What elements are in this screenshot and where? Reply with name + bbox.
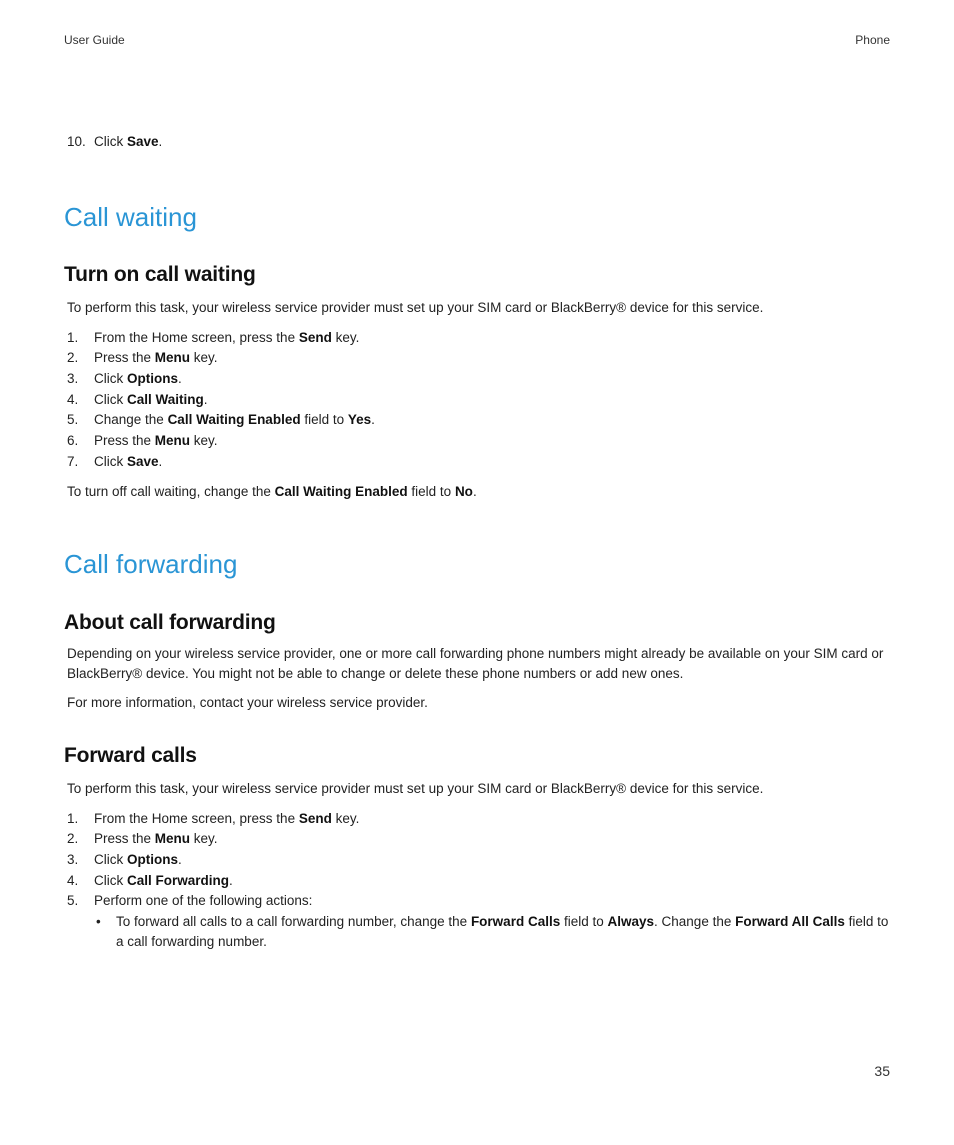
task-prerequisite-text: To perform this task, your wireless service provider must set up your SIM card or BlackBerry® device for this service. xyxy=(67,780,764,796)
list-item: 2. Press the Menu key. xyxy=(67,831,218,847)
list-item: 7. Click Save. xyxy=(67,453,163,469)
list-item: 6. Press the Menu key. xyxy=(67,433,218,449)
task-prerequisite-text: To perform this task, your wireless service provider must set up your SIM card or BlackBerry® device for this service. xyxy=(67,299,764,315)
list-item: 5. Change the Call Waiting Enabled field to Yes. xyxy=(67,412,375,428)
previous-steps-list xyxy=(64,132,894,153)
bullet-icon: • xyxy=(96,913,101,929)
list-item: 10. Click Save. xyxy=(67,134,163,149)
contact-provider-paragraph: For more information, contact your wireless service provider. xyxy=(67,694,428,710)
list-item: 1. From the Home screen, press the Send key. xyxy=(67,329,360,345)
subsection-title-forward-calls: Forward calls xyxy=(64,743,197,767)
running-header-left: User Guide xyxy=(64,33,125,47)
about-paragraph: Depending on your wireless service provider, one or more call forwarding phone numbers might already be available on your SIM card or BlackBerry® device. You might not be able to change or delete these phone numbers or add new ones. xyxy=(67,645,884,681)
forward-calls-steps xyxy=(64,809,894,912)
list-item: 4. Click Call Waiting. xyxy=(67,391,208,407)
section-title-call-forwarding: Call forwarding xyxy=(64,548,238,579)
list-item: 3. Click Options. xyxy=(67,851,182,867)
running-header-right: Phone xyxy=(855,33,890,47)
page-number: 35 xyxy=(874,1063,890,1079)
page-content xyxy=(64,132,894,952)
list-item: 3. Click Options. xyxy=(67,371,182,387)
list-item: 1. From the Home screen, press the Send key. xyxy=(67,810,360,826)
call-waiting-steps xyxy=(64,328,894,473)
subsection-title-about-call-forwarding: About call forwarding xyxy=(64,610,276,634)
list-item: 4. Click Call Forwarding. xyxy=(67,872,233,888)
subsection-title-turn-on-call-waiting: Turn on call waiting xyxy=(64,262,256,286)
list-item: • To forward all calls to a call forwarding number, change the Forward Calls field to Always. Change the Forward All Calls field to a call forwarding number. xyxy=(96,913,889,949)
turn-off-note: To turn off call waiting, change the Call Waiting Enabled field to No. xyxy=(67,483,477,499)
list-item: 5. Perform one of the following actions: xyxy=(67,893,313,909)
section-title-call-waiting: Call waiting xyxy=(64,201,197,232)
list-item: 2. Press the Menu key. xyxy=(67,350,218,366)
action-options-list xyxy=(64,912,894,952)
